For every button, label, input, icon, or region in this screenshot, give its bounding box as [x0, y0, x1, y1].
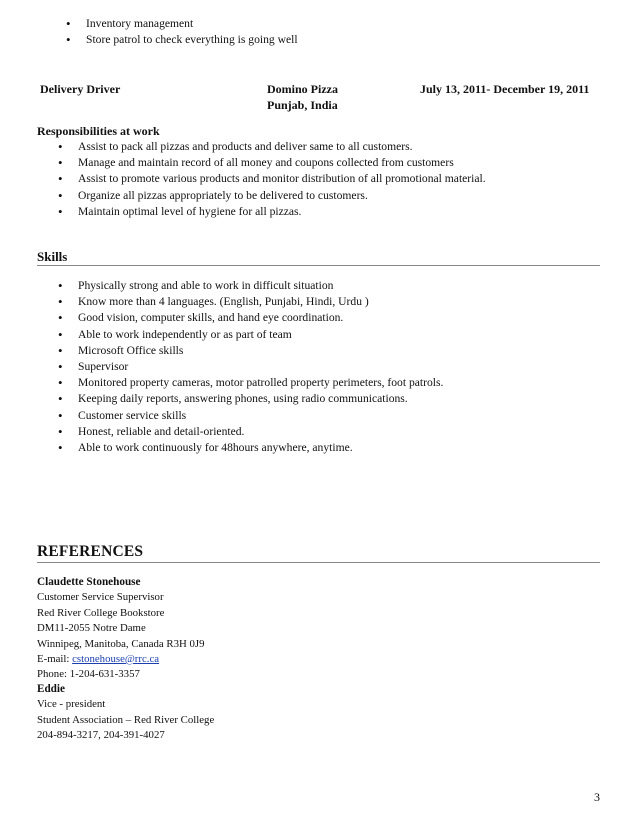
list-item: • Keeping daily reports, answering phones, using radio communications.: [58, 391, 443, 407]
skills-title: Skills: [37, 249, 68, 264]
list-item: • Organize all pizzas appropriately to be delivered to customers.: [58, 188, 486, 204]
list-item: • Honest, reliable and detail-oriented.: [58, 424, 443, 440]
references-title: REFERENCES: [37, 543, 144, 560]
list-item: • Able to work independently or as part of team: [58, 327, 443, 343]
list-item: • Microsoft Office skills: [58, 343, 443, 359]
reference-org: Red River College Bookstore: [37, 606, 165, 619]
skills-divider: [37, 265, 600, 266]
list-item: • Maintain optimal level of hygiene for all pizzas.: [58, 204, 486, 220]
reference-2: [37, 682, 214, 744]
reference-name: Eddie: [37, 683, 65, 695]
reference-1: [37, 575, 205, 683]
list-item: • Good vision, computer skills, and hand eye coordination.: [58, 310, 443, 326]
reference-phone: Phone: 1-204-631-3357: [37, 668, 140, 681]
responsibilities-list: [58, 139, 486, 220]
reference-address-line1: DM11-2055 Notre Dame: [37, 622, 146, 635]
list-item: • Monitored property cameras, motor patrolled property perimeters, foot patrols.: [58, 375, 443, 391]
reference-name: Claudette Stonehouse: [37, 576, 141, 588]
list-item: • Supervisor: [58, 359, 443, 375]
email-label: E-mail:: [37, 653, 73, 666]
job-dates: July 13, 2011- December 19, 2011: [420, 82, 590, 96]
references-divider: [37, 562, 600, 563]
reference-email-line: [37, 652, 205, 667]
page-number: 3: [594, 790, 600, 804]
list-item: • Know more than 4 languages. (English, Punjabi, Hindi, Urdu ): [58, 294, 443, 310]
email-link[interactable]: cstonehouse@rrc.ca: [72, 653, 160, 666]
reference-role: Vice - president: [37, 698, 106, 711]
list-item: • Assist to pack all pizzas and products and deliver same to all customers.: [58, 139, 486, 155]
skills-list: [58, 278, 443, 456]
reference-phone: 204-894-3217, 204-391-4027: [37, 729, 165, 742]
responsibilities-heading: Responsibilities at work: [37, 124, 160, 138]
job-location: Punjab, India: [267, 98, 338, 112]
list-item: • Inventory management: [66, 16, 298, 32]
list-item: • Customer service skills: [58, 408, 443, 424]
list-item: • Assist to promote various products and monitor distribution of all promotional material.: [58, 171, 486, 187]
reference-role: Customer Service Supervisor: [37, 591, 164, 604]
reference-address-line2: Winnipeg, Manitoba, Canada R3H 0J9: [37, 637, 205, 650]
list-item: • Able to work continuously for 48hours anywhere, anytime.: [58, 440, 443, 456]
list-item: • Physically strong and able to work in difficult situation: [58, 278, 443, 294]
job-title: Delivery Driver: [40, 82, 121, 96]
top-bullet-list: [66, 16, 298, 48]
list-item: • Manage and maintain record of all money and coupons collected from customers: [58, 155, 486, 171]
reference-org: Student Association – Red River College: [37, 713, 215, 726]
job-company: Domino Pizza: [267, 82, 338, 96]
list-item: • Store patrol to check everything is going well: [66, 32, 298, 48]
